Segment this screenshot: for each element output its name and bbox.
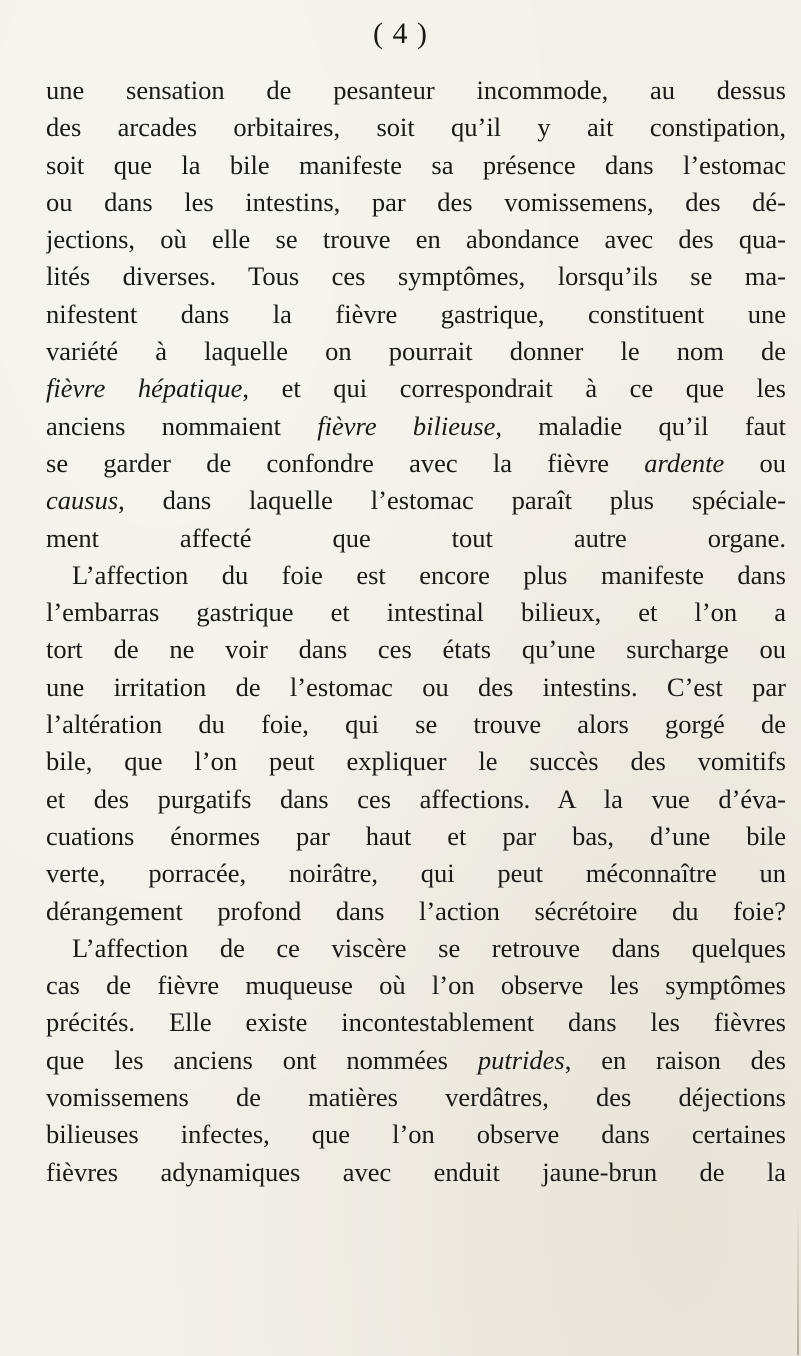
text-line	[46, 1004, 786, 1041]
text-segment: nifestent dans la fièvre gastrique, constituent une	[46, 298, 786, 329]
text-segment: , en raison des	[564, 1044, 786, 1075]
text-segment: ment affecté que tout autre organe.	[46, 522, 786, 553]
text-line	[46, 520, 786, 557]
text-segment: l’embarras gastrique et intestinal bilieux, et l’on a	[46, 597, 786, 628]
text-line	[46, 594, 786, 631]
italic-term: causus	[46, 485, 119, 516]
text-line	[46, 333, 786, 370]
text-line	[46, 631, 786, 668]
text-segment: bile, que l’on peut expliquer le succès des vomitifs	[46, 746, 786, 777]
body-text	[46, 72, 786, 1191]
text-segment: cuations énormes par haut et par bas, d’une bile	[46, 820, 786, 851]
text-line	[46, 557, 786, 594]
text-line	[46, 109, 786, 146]
text-segment: l’altération du foie, qui se trouve alors gorgé de	[46, 709, 786, 740]
text-line	[46, 893, 786, 930]
text-line	[46, 147, 786, 184]
text-segment: soit que la bile manifeste sa présence dans l’estomac	[46, 149, 786, 180]
text-segment: jections, où elle se trouve en abondance avec des qua-	[46, 224, 786, 255]
text-segment: , dans laquelle l’estomac paraît plus spéciale-	[118, 485, 786, 516]
text-line	[46, 184, 786, 221]
text-segment: ou dans les intestins, par des vomissemens, des dé-	[46, 186, 786, 217]
text-segment: verte, porracée, noirâtre, qui peut méconnaître un	[46, 858, 786, 889]
text-line	[46, 818, 786, 855]
text-line	[46, 408, 786, 445]
text-segment: lités diverses. Tous ces symptômes, lorsqu’ils se ma-	[46, 261, 786, 292]
text-segment: , maladie qu’il faut	[495, 410, 786, 441]
text-line	[46, 482, 786, 519]
text-line	[46, 1042, 786, 1079]
text-line	[46, 258, 786, 295]
italic-term: ardente	[644, 447, 725, 478]
text-segment: bilieuses infectes, que l’on observe dans certaines	[46, 1119, 786, 1150]
text-line	[46, 72, 786, 109]
text-segment: et des purgatifs dans ces affections. A la vue d’éva-	[46, 783, 786, 814]
text-line	[46, 706, 786, 743]
text-segment: , et qui correspondrait à ce que les	[242, 373, 786, 404]
text-segment: dérangement profond dans l’action sécrétoire du foie?	[46, 895, 786, 926]
text-line	[46, 930, 786, 967]
text-line	[46, 743, 786, 780]
text-line	[46, 296, 786, 333]
text-line	[46, 370, 786, 407]
text-segment: L’affection de ce viscère se retrouve dans quelques	[72, 932, 786, 963]
text-segment: une irritation de l’estomac ou des intestins. C’est par	[46, 671, 786, 702]
text-segment: que les anciens ont nommées	[46, 1044, 478, 1075]
text-segment: vomissemens de matières verdâtres, des déjections	[46, 1082, 786, 1113]
italic-term: putrides	[477, 1044, 565, 1075]
text-line	[46, 445, 786, 482]
text-segment: cas de fièvre muqueuse où l’on observe les symptômes	[46, 970, 786, 1001]
text-segment: une sensation de pesanteur incommode, au dessus	[46, 75, 786, 105]
text-line	[46, 1079, 786, 1116]
text-segment: se garder de confondre avec la fièvre	[46, 447, 645, 478]
italic-term: fièvre hépatique	[46, 373, 243, 404]
italic-term: fièvre bilieuse	[317, 410, 496, 441]
page-number: ( 4 )	[373, 17, 428, 50]
text-segment: L’affection du foie est encore plus manifeste dans	[72, 559, 786, 590]
text-line	[46, 669, 786, 706]
text-segment: anciens nommaient	[46, 410, 318, 441]
text-segment: tort de ne voir dans ces états qu’une surcharge ou	[46, 634, 786, 665]
text-line	[46, 855, 786, 892]
text-line	[46, 221, 786, 258]
page-edge-shadow	[797, 1205, 799, 1355]
text-line	[46, 967, 786, 1004]
text-segment: précités. Elle existe incontestablement dans les fièvres	[46, 1007, 786, 1038]
text-segment: fièvres adynamiques avec enduit jaune-brun de la	[46, 1156, 786, 1187]
text-segment: des arcades orbitaires, soit qu’il y ait constipation,	[46, 112, 786, 143]
text-line	[46, 1154, 786, 1191]
text-line	[46, 1116, 786, 1153]
text-segment: ou	[724, 447, 786, 478]
text-line	[46, 781, 786, 818]
text-segment: variété à laquelle on pourrait donner le nom de	[46, 336, 786, 367]
